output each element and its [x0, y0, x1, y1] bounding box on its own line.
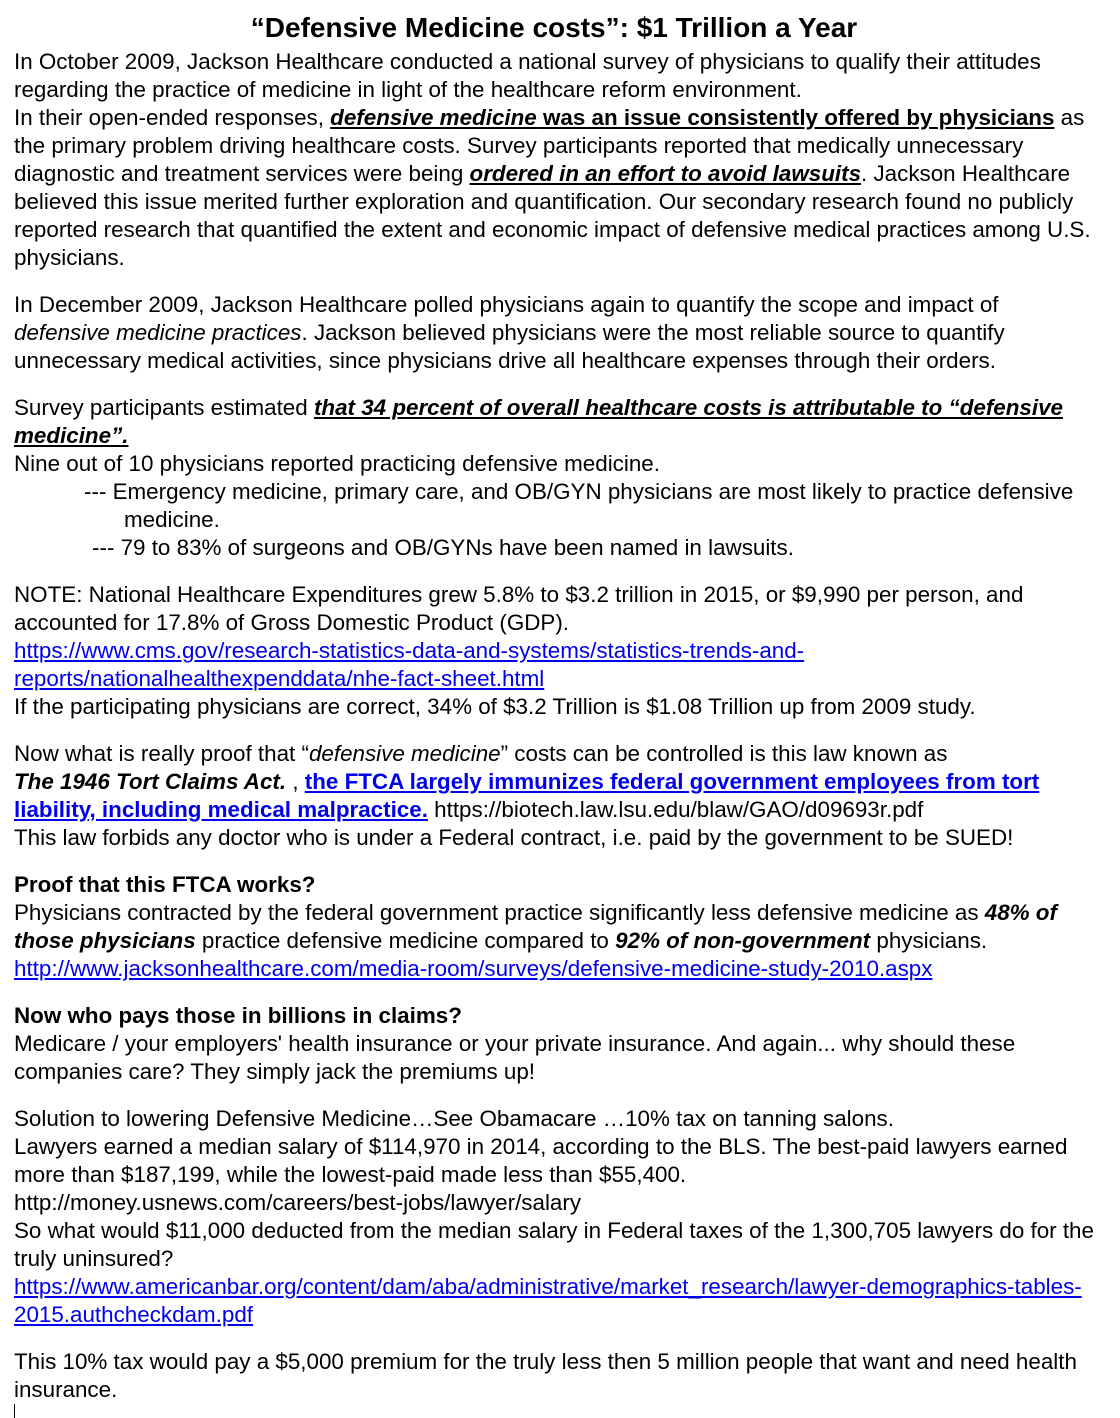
text: practice defensive medicine compared to: [195, 928, 616, 953]
paragraph-estimate: [14, 394, 1094, 478]
text: . Jackson believed physicians were the most reliable source to quantify unnecessary medical activities, since physicians drive all healthcare expenses through their orders.: [14, 320, 1005, 373]
emphasis: 92% of non-government: [615, 928, 871, 953]
emphasis: defensive medicine: [330, 105, 537, 130]
paragraph-tort-claims: [14, 740, 1094, 852]
paragraph-ftca-proof: [14, 871, 1094, 983]
text: Medicare / your employers' health insurance or your private insurance. And again... why should these companies care? They simply jack the premiums up!: [14, 1031, 1016, 1084]
text: https://biotech.law.lsu.edu/blaw/GAO/d09693r.pdf: [427, 797, 924, 822]
paragraph-solution: [14, 1105, 1094, 1329]
section-heading: Proof that this FTCA works?: [14, 872, 316, 897]
cms-link[interactable]: https://www.cms.gov/research-statistics-data-and-systems/statistics-trends-and-reports/nationalhealthexpenddata/nhe-fact-sheet.html: [14, 638, 805, 691]
paragraph-note: [14, 581, 1094, 721]
emphasis: defensive medicine: [308, 741, 501, 766]
text: This law forbids any doctor who is under a Federal contract, i.e. paid by the government to be SUED!: [14, 825, 1014, 850]
emphasis: The 1946 Tort Claims Act.: [14, 769, 287, 794]
text: Now what is really proof that “: [14, 741, 309, 766]
paragraph-who-pays: [14, 1002, 1094, 1086]
text: ,: [286, 769, 305, 794]
text: If the participating physicians are correct, 34% of $3.2 Trillion is $1.08 Trillion up from 2009 study.: [14, 694, 976, 719]
text: Survey participants estimated: [14, 395, 314, 420]
text: Physicians contracted by the federal government practice significantly less defensive medicine as: [14, 900, 985, 925]
text-cursor: [14, 1404, 15, 1418]
text: Lawyers earned a median salary of $114,970 in 2014, according to the BLS. The best-paid lawyers earned more than $187,199, while the lowest-paid made less than $55,400.: [14, 1134, 1068, 1187]
emphasis: 48% of those physicians: [14, 900, 1057, 953]
emphasis: defensive medicine practices: [14, 320, 302, 345]
jackson-link[interactable]: http://www.jacksonhealthcare.com/media-room/surveys/defensive-medicine-study-2010.aspx: [14, 956, 933, 981]
paragraph-survey-intro: [14, 48, 1094, 272]
text: as the primary problem driving healthcare costs. Survey participants reported that medically unnecessary diagnostic and treatment services were being: [14, 105, 1085, 186]
emphasis: that 34 percent of overall healthcare costs is attributable to “defensive medicine”.: [14, 395, 1064, 448]
text: So what would $11,000 deducted from the median salary in Federal taxes of the 1,300,705 lawyers do for the truly uninsured?: [14, 1218, 1094, 1271]
bullet-lawsuits: --- 79 to 83% of surgeons and OB/GYNs have been named in lawsuits.: [92, 535, 794, 560]
text: Nine out of 10 physicians reported practicing defensive medicine.: [14, 451, 660, 476]
text: In their open-ended responses,: [14, 105, 331, 130]
emphasis: was an issue consistently offered by physicians: [536, 105, 1055, 130]
text: ” costs can be controlled is this law known as: [500, 741, 948, 766]
paragraph-december-poll: [14, 291, 1094, 375]
text: Solution to lowering Defensive Medicine…See Obamacare …10% tax on tanning salons.: [14, 1106, 894, 1131]
ftca-link[interactable]: the FTCA largely immunizes federal government employees from tort liability, including medical malpractice.: [14, 769, 1040, 822]
text: In October 2009, Jackson Healthcare conducted a national survey of physicians to qualify their attitudes regarding the practice of medicine in light of the healthcare reform environment.: [14, 49, 1041, 102]
paragraph-conclusion: This 10% tax would pay a $5,000 premium for the truly less then 5 million people that want and need health insurance.: [14, 1349, 1077, 1402]
emphasis: ordered in an effort to avoid lawsuits: [469, 161, 862, 186]
americanbar-link[interactable]: https://www.americanbar.org/content/dam/aba/administrative/market_research/lawyer-demographics-tables-2015.authcheckdam.pdf: [14, 1274, 1082, 1327]
text: . Jackson Healthcare believed this issue merited further exploration and quantification. Our secondary research found no publicly reported research that quantified the extent and economic impact of defensive medical practices among U.S. physicians.: [14, 161, 1091, 270]
text: http://money.usnews.com/careers/best-jobs/lawyer/salary: [14, 1190, 582, 1215]
text: physicians.: [870, 928, 988, 953]
text: NOTE: National Healthcare Expenditures grew 5.8% to $3.2 trillion in 2015, or $9,990 per person, and accounted for 17.8% of Gross Domestic Product (GDP).: [14, 582, 1024, 635]
section-heading: Now who pays those in billions in claims?: [14, 1003, 462, 1028]
page-title: “Defensive Medicine costs”: $1 Trillion a Year: [250, 12, 858, 43]
text: In December 2009, Jackson Healthcare polled physicians again to quantify the scope and impact of: [14, 292, 999, 317]
bullet-specialties: --- Emergency medicine, primary care, and OB/GYN physicians are most likely to practice defensive medicine.: [84, 479, 1074, 532]
